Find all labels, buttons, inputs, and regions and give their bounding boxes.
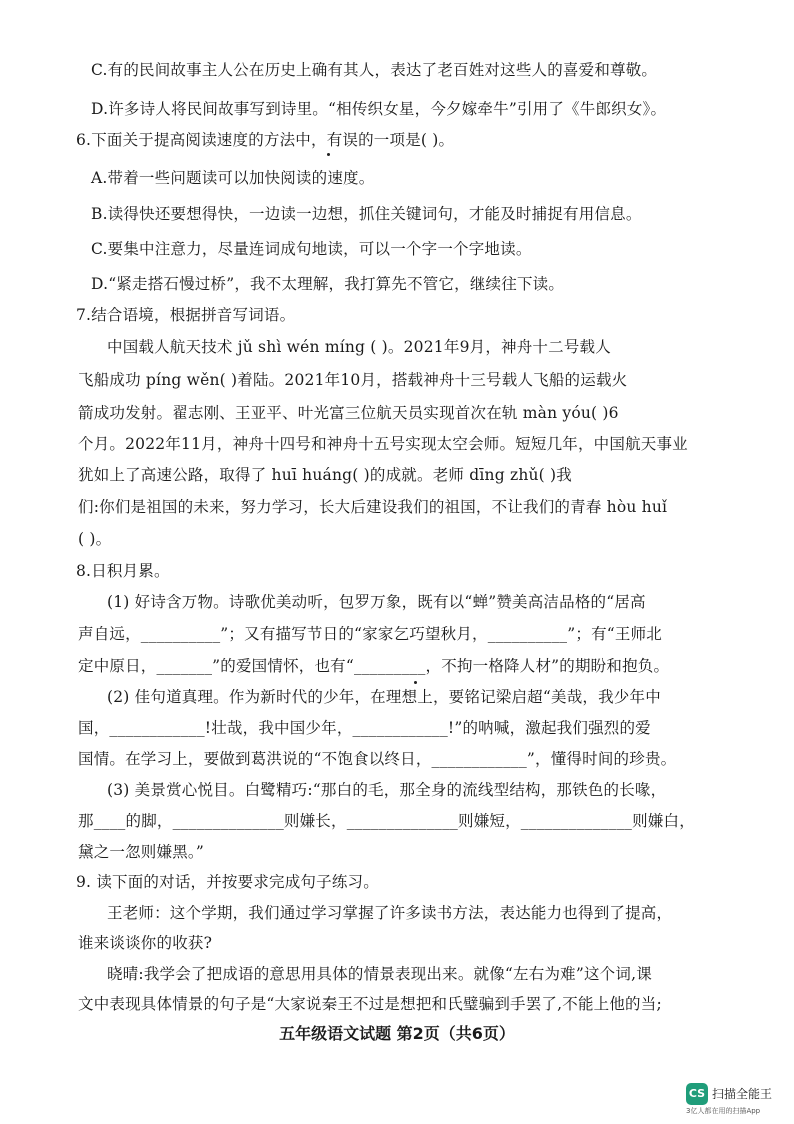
q7-passage-line: 个月。2022年11月，神舟十四号和神舟十五号实现太空会师。短短几年，中国航天事业	[78, 435, 688, 453]
q7-passage-line: ( )。	[78, 530, 112, 548]
q9-dialogue-line: 文中表现具体情景的句子是“大家说秦王不过是想把和氏璧骗到手罢了,不能上他的当;	[78, 995, 662, 1013]
emphasis-dot	[327, 153, 330, 156]
option-6d: D.“紧走搭石慢过桥”，我不太理解，我打算先不管它，继续往下读。	[91, 275, 565, 293]
q7-passage-line: 飞船成功 píng wěn( )着陆。2021年10月，搭载神舟十三号载人飞船的运载火	[78, 371, 628, 389]
question-9: 9. 读下面的对话，并按要求完成句子练习。	[76, 873, 379, 891]
question-6: 6.下面关于提高阅读速度的方法中，有误的一项是( )。	[76, 131, 455, 149]
q8-line: 声自远，__________”；又有描写节日的“家家乞巧望秋月，__________”；有“王师北	[78, 625, 662, 643]
q7-passage-line: 们:你们是祖国的未来，努力学习，长大后建设我们的祖国，不让我们的青春 hòu huǐ	[78, 498, 668, 516]
page-footer: 五年级语文试题 第2页（共6页）	[279, 1024, 515, 1043]
q7-passage-line: 中国载人航天技术 jǔ shì wén míng ( )。2021年9月，神舟十二号载人	[107, 338, 611, 356]
q8-line: (1) 好诗含万物。诗歌优美动听，包罗万象，既有以“蝉”赞美高洁品格的“居高	[107, 593, 646, 611]
question-7: 7.结合语境，根据拼音写词语。	[76, 306, 296, 324]
emphasis-dot	[414, 681, 417, 684]
q8-line: 定中原日，_______”的爱国情怀，也有“_________，不拘一格降人材”的期盼和抱负。	[78, 657, 670, 675]
option-6c: C.要集中注意力，尽量连词成句地读，可以一个字一个字地读。	[91, 240, 532, 258]
q8-line: 那____的脚，______________则嫌长，______________则嫌短，______________则嫌白，	[78, 812, 695, 830]
q8-line: 黛之一忽则嫌黑。”	[78, 843, 204, 861]
q8-line: (2) 佳句道真理。作为新时代的少年，在理想上，要铭记梁启超“美哉，我少年中	[107, 688, 661, 706]
q9-dialogue-line: 谁来谈谈你的收获?	[78, 934, 213, 952]
q9-dialogue-line: 晓晴:我学会了把成语的意思用具体的情景表现出来。就像“左右为难”这个词,课	[107, 965, 652, 983]
q8-line: 国情。在学习上，要做到葛洪说的“不饱食以终日，____________”，懂得时间的珍贵。	[78, 750, 677, 768]
option-6a: A.带着一些问题读可以加快阅读的速度。	[91, 169, 375, 187]
option-6b: B.读得快还要想得快，一边读一边想，抓住关键词句，才能及时捕捉有用信息。	[91, 205, 642, 223]
scanner-name: 扫描全能王	[712, 1087, 773, 1101]
q8-line: 国，____________!壮哉，我中国少年，____________!”的呐喊，激起我们强烈的爱	[78, 719, 651, 737]
question-8: 8.日积月累。	[76, 562, 170, 580]
q8-line: (3) 美景赏心悦目。白鹭精巧:“那白的毛，那全身的流线型结构，那铁色的长喙，	[107, 781, 667, 799]
q7-passage-line: 箭成功发射。翟志刚、王亚平、叶光富三位航天员实现首次在轨 màn yóu( )6	[78, 404, 619, 422]
scanner-logo-icon: CS	[686, 1083, 708, 1105]
option-5c: C.有的民间故事主人公在历史上确有其人，表达了老百姓对这些人的喜爱和尊敬。	[91, 61, 658, 79]
q9-dialogue-line: 王老师：这个学期，我们通过学习掌握了许多读书方法，表达能力也得到了提高，	[107, 904, 673, 922]
scanner-tagline: 3亿人都在用的扫描App	[686, 1107, 761, 1115]
scanner-watermark	[686, 1083, 786, 1117]
q7-passage-line: 犹如上了高速公路，取得了 huī huáng( )的成就。老师 dīng zhǔ( )我	[78, 466, 573, 484]
option-5d: D.许多诗人将民间故事写到诗里。“相传织女星，今夕嫁牵牛”引用了《牛郎织女》。	[91, 100, 667, 118]
